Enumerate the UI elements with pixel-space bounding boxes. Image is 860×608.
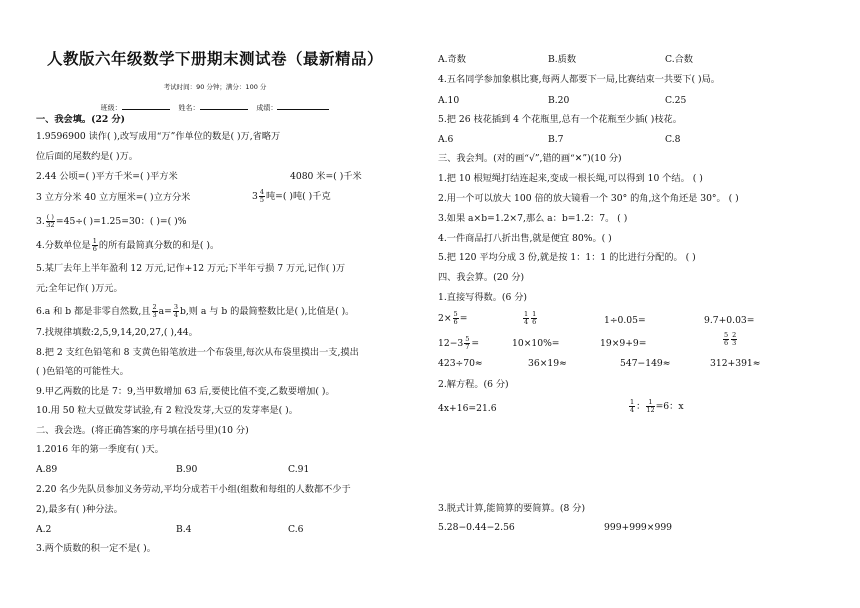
question-3: 3 立方分米 40 立方厘米=( )立方分米 xyxy=(36,192,191,203)
calc-row-1-d: 9.7+0.03= xyxy=(704,315,755,326)
choice-4-option-b: B.20 xyxy=(548,95,570,106)
mixed-calc-heading: 3.脱式计算,能简算的要简算。(8 分) xyxy=(438,503,586,514)
score-field-label: 成绩： xyxy=(256,104,278,112)
choice-4: 4.五名同学参加象棋比赛,每两人都要下一局,比赛结束一共要下( )局。 xyxy=(438,74,720,85)
choice-1-option-b: B.90 xyxy=(176,464,198,475)
question-4-text: =45÷( )=1.25=30：( )=( )% xyxy=(55,216,187,227)
choice-2-line-2: 2),最多有( )种分法。 xyxy=(36,504,123,515)
calc-row-1-b: $\frac{1}{4}$ $\frac{1}{6}$ xyxy=(524,310,537,326)
direct-calc-heading: 1.直接写得数。(6 分) xyxy=(438,292,528,303)
section-4-heading: 四、我会算。(20 分) xyxy=(438,272,525,283)
question-3-part-b xyxy=(252,189,331,204)
choice-5-option-a: A.6 xyxy=(438,134,454,145)
exam-info: 考试时间：90 分钟；满分：100 分 xyxy=(163,83,267,91)
question-4-number: 3. xyxy=(36,216,45,227)
calc-row-2-a: 12−3 $\frac{5}{7}$ = xyxy=(438,335,480,351)
judge-2: 2.用一个可以放大 100 倍的放大镜看一个 30° 的角,这个角还是 30°。 ( ) xyxy=(438,193,739,204)
question-3-part-b-text: 吨=( )吨( )千克 xyxy=(266,191,331,202)
question-7-text-c: b,则 a 与 b 的最简整数比是( ),比值是( )。 xyxy=(179,306,355,317)
question-8: 7.找规律填数:2,5,9,14,20,27,( ),44。 xyxy=(36,327,198,338)
page-title: 人教版六年级数学下册期末测试卷（最新精品） xyxy=(46,50,383,68)
judge-3: 3.如果 a×b=1.2×7,那么 a：b=1.2：7。 ( ) xyxy=(438,213,628,224)
choice-4-option-c: C.25 xyxy=(665,95,687,106)
choice-5: 5.把 26 枝花插到 4 个花瓶里,总有一个花瓶至少插( )枝花。 xyxy=(438,114,682,125)
question-2-part-b: 4080 米=( )千米 xyxy=(290,171,362,182)
equation-1: 4x+16=21.6 xyxy=(438,403,497,414)
fraction: $\frac{4}{5}$ xyxy=(259,188,264,204)
question-4 xyxy=(36,214,186,229)
choice-3: 3.两个质数的积一定不是( )。 xyxy=(36,543,156,554)
choice-5-option-b: B.7 xyxy=(548,134,564,145)
question-9-line-2: ( )色铅笔的可能性大。 xyxy=(36,366,129,377)
choice-5-option-c: C.8 xyxy=(665,134,681,145)
question-11: 10.用 50 粒大豆做发芽试验,有 2 粒没发芽,大豆的发芽率是( )。 xyxy=(36,405,298,416)
choice-1-option-c: C.91 xyxy=(288,464,310,475)
choice-3-option-c: C.合数 xyxy=(665,54,693,65)
equation-2: $\frac{1}{4}$ ： $\frac{1}{12}$ =6：x xyxy=(630,398,684,414)
section-1-heading: 一、我会填。(22 分) xyxy=(36,114,125,125)
name-field-blank[interactable] xyxy=(200,101,248,110)
calc-row-1-a: 2× $\frac{5}{6}$ = xyxy=(438,310,468,326)
fraction: $\frac{( )}{32}$ xyxy=(46,213,55,229)
question-6-line-1: 5.某厂去年上半年盈利 12 万元,记作+12 万元;下半年亏损 7 万元,记作( )万 xyxy=(36,263,346,274)
calc-row-3-c: 547−149≈ xyxy=(620,358,671,369)
question-1-line-1: 1.9596900 读作( ),改写成用“万”作单位的数是( )万,省略万 xyxy=(36,131,281,142)
calc-row-3-a: 423÷70≈ xyxy=(438,358,483,369)
equation-heading: 2.解方程。(6 分) xyxy=(438,379,509,390)
mixed-calc-2: 999+999×999 xyxy=(604,522,673,533)
mixed-whole: 3 xyxy=(252,191,258,202)
question-5-text-b: 的所有最简真分数的和是( )。 xyxy=(98,240,220,251)
calc-row-3-b: 36×19≈ xyxy=(528,358,567,369)
calc-row-2-c: 19×9+9= xyxy=(600,338,647,349)
choice-2-option-a: A.2 xyxy=(36,524,52,535)
choice-2-option-b: B.4 xyxy=(176,524,192,535)
fraction: $\frac{1}{6}$ xyxy=(92,237,97,253)
choice-4-option-a: A.10 xyxy=(438,95,460,106)
score-field-blank[interactable] xyxy=(277,101,329,110)
choice-2-option-c: C.6 xyxy=(288,524,304,535)
calc-row-1-e: $\frac{5}{6}$ $\frac{2}{3}$ xyxy=(724,331,737,347)
section-2-heading: 二、我会选。(将正确答案的序号填在括号里)(10 分) xyxy=(36,425,249,436)
fraction: $\frac{2}{3}$ xyxy=(152,303,157,319)
judge-1: 1.把 10 根短绳打结连起来,变成一根长绳,可以得到 10 个结。 ( ) xyxy=(438,173,703,184)
class-field-blank[interactable] xyxy=(122,101,170,110)
class-field-label: 班级： xyxy=(100,104,122,112)
question-6-line-2: 元;全年记作( )万元。 xyxy=(36,283,123,294)
choice-2-line-1: 2.20 名少先队员参加义务劳动,平均分成若干小组(组数和每组的人数都不少于 xyxy=(36,484,351,495)
question-1-line-2: 位后面的尾数约是( )万。 xyxy=(36,151,138,162)
name-field-label: 姓名： xyxy=(178,104,200,112)
question-5-text-a: 4.分数单位是 xyxy=(36,240,91,251)
question-2: 2.44 公顷=( )平方千米=( )平方米 xyxy=(36,171,178,182)
question-7-text-a: 6.a 和 b 都是非零自然数,且 xyxy=(36,306,151,317)
choice-3-option-a: A.奇数 xyxy=(438,54,466,65)
calc-row-1-c: 1÷0.05= xyxy=(604,315,646,326)
mixed-calc-1: 5.28−0.44−2.56 xyxy=(438,522,515,533)
student-info-fields xyxy=(0,101,430,113)
calc-row-3-d: 312+391≈ xyxy=(710,358,761,369)
calc-row-2-b: 10×10%= xyxy=(512,338,560,349)
choice-1: 1.2016 年的第一季度有( )天。 xyxy=(36,444,164,455)
question-5 xyxy=(36,238,219,253)
question-7 xyxy=(36,304,354,319)
judge-5: 5.把 120 平均分成 3 份,就是按 1：1：1 的比进行分配的。 ( ) xyxy=(438,252,696,263)
choice-3-option-b: B.质数 xyxy=(548,54,577,65)
choice-1-option-a: A.89 xyxy=(36,464,58,475)
fraction: $\frac{3}{4}$ xyxy=(173,303,178,319)
question-9-line-1: 8.把 2 支红色铅笔和 8 支黄色铅笔放进一个布袋里,每次从布袋里摸出一支,摸出 xyxy=(36,347,359,358)
judge-4: 4.一件商品打八折出售,就是便宜 80%。( ) xyxy=(438,233,612,244)
question-7-text-b: a= xyxy=(158,306,172,317)
section-3-heading: 三、我会判。(对的画“√”,错的画“✕”)(10 分) xyxy=(438,153,622,164)
question-10: 9.甲乙两数的比是 7：9,当甲数增加 63 后,要使比值不变,乙数要增加( )。 xyxy=(36,386,335,397)
